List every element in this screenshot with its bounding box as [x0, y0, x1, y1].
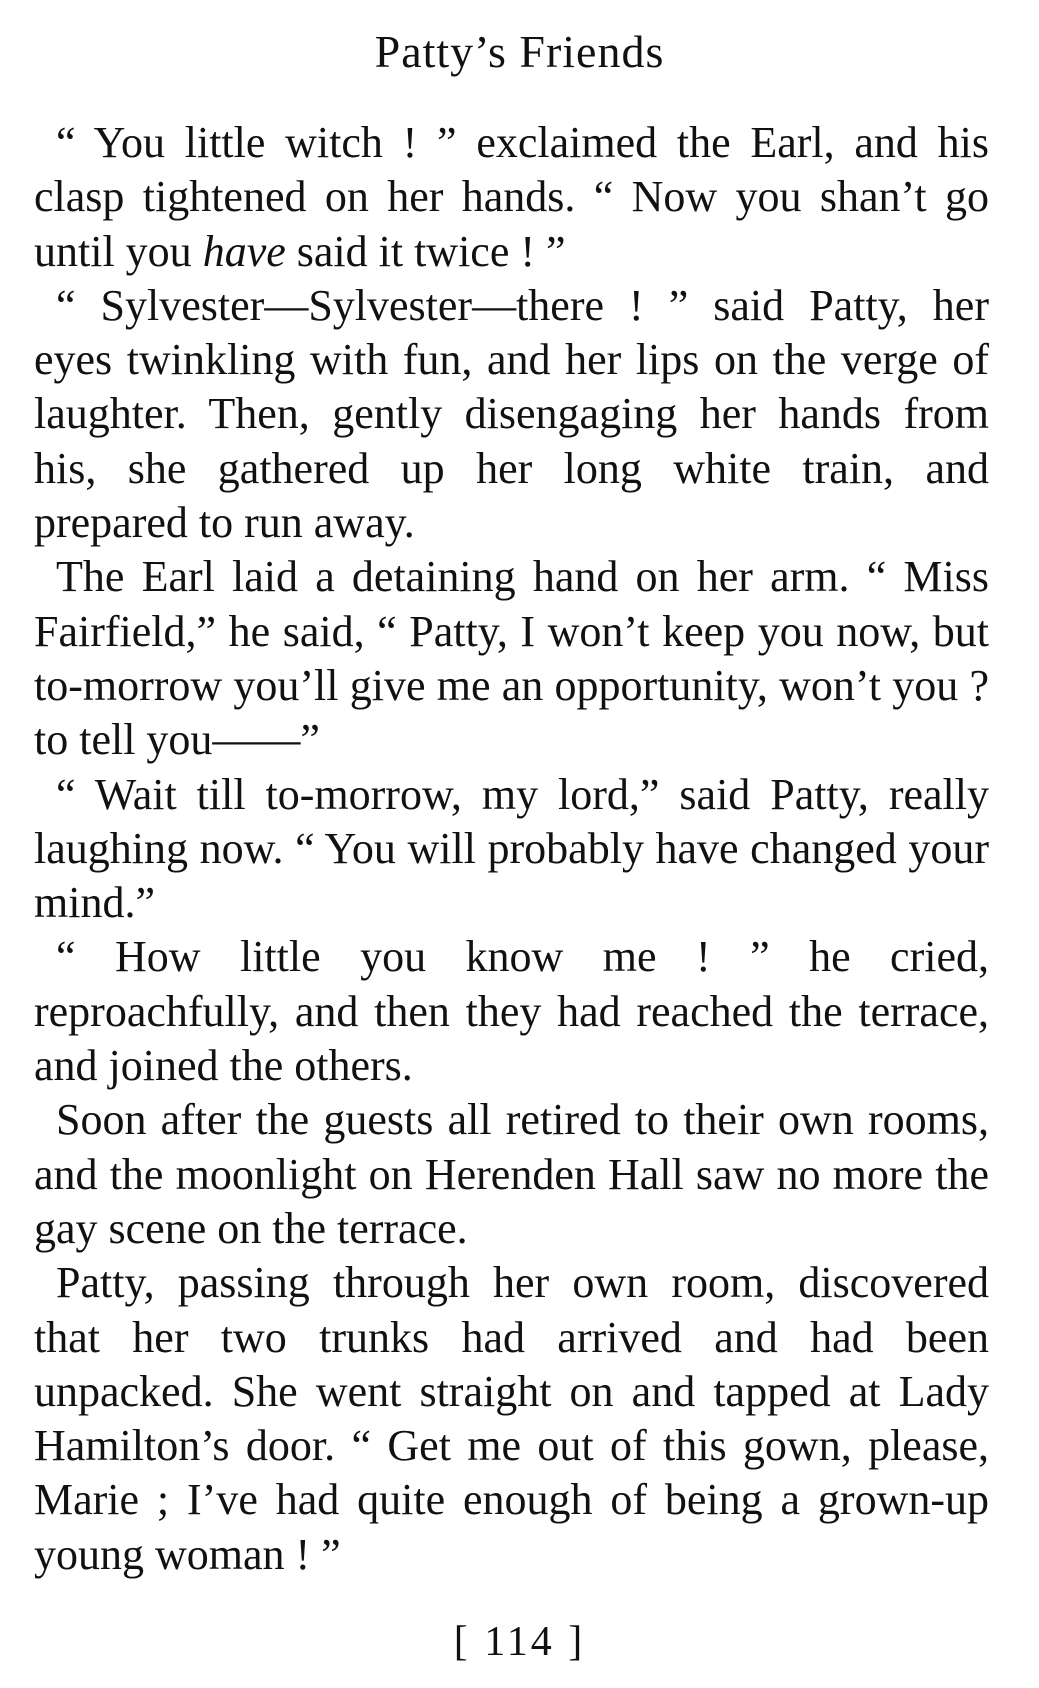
body-text	[34, 116, 989, 1582]
page-number: [ 114 ]	[453, 1619, 586, 1665]
paragraph-7: Patty, passing through her own room, discovered that her two trunks had arrived and had been unpacked. She went straight on and tapped at Lady Hamilton’s door. “ Get me out of this gown, please, Marie ; I’ve had quite enough of being a grown-up young woman ! ”	[34, 1258, 989, 1579]
paragraph-1-text-before: “ You little witch ! ” exclaimed the Earl, and his clasp tightened on her hands. “ Now you shan’t go until you	[34, 118, 989, 276]
paragraph-6: Soon after the guests all retired to their own rooms, and the moonlight on Herenden Hall saw no more the gay scene on the terrace.	[34, 1095, 989, 1253]
running-head: Patty’s Friends	[374, 26, 665, 77]
paragraph-1	[34, 116, 989, 279]
paragraph-1-emphasis: have	[202, 226, 286, 276]
paragraph-2: “ Sylvester—Sylvester—there ! ” said Patty, her eyes twinkling with fun, and her lips on the verge of laughter. Then, gently disengaging her hands from his, she gathered up her long white train, and prepared to run away.	[34, 280, 989, 548]
paragraph-5: “ How little you know me ! ” he cried, reproachfully, and then they had reached the terrace, and joined the others.	[34, 932, 989, 1091]
paragraph-3: The Earl laid a detaining hand on her arm. “ Miss Fairfield,” he said, “ Patty, I won’t keep you now, but to-morrow you’ll give me an opportunity, won’t you ? to tell you——”	[34, 552, 989, 765]
paragraph-1-text-after: said it twice ! ”	[285, 226, 566, 276]
paragraph-4: “ Wait till to-morrow, my lord,” said Patty, really laughing now. “ You will probably have changed your mind.”	[34, 769, 989, 928]
